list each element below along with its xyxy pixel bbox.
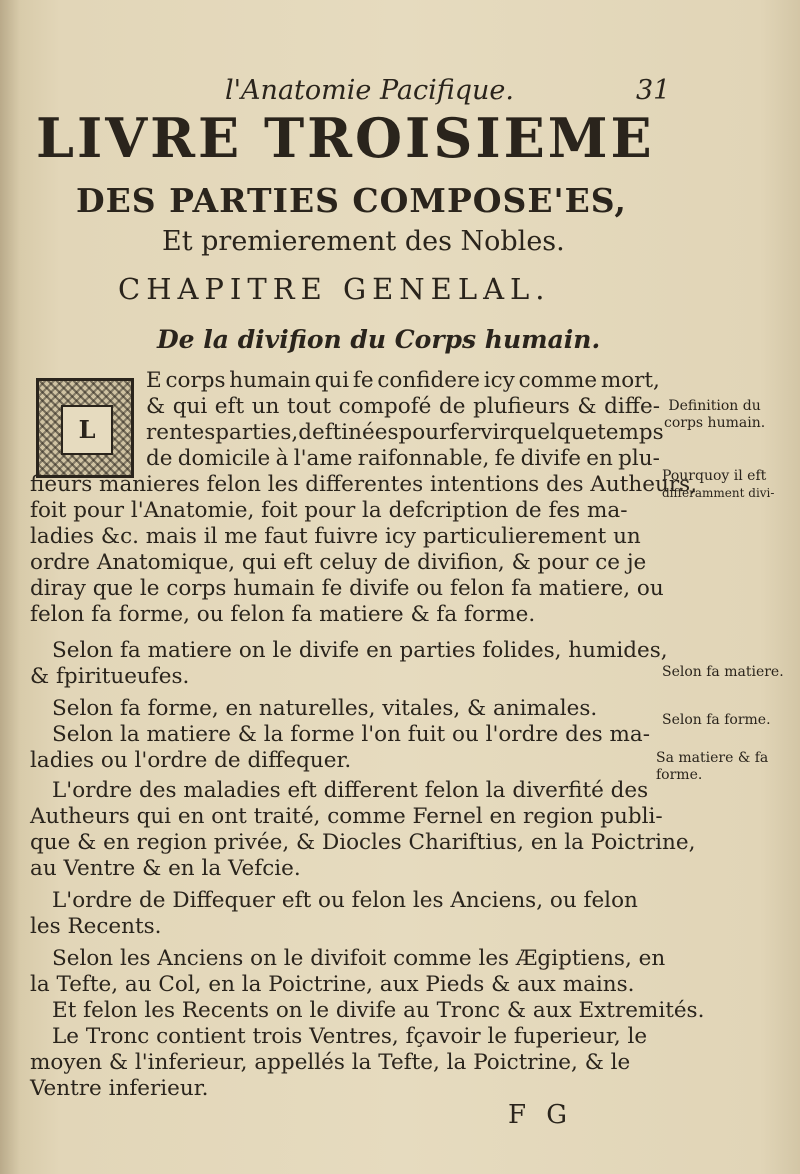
text-line: & qui eft un tout compofé de plufieurs & diffe- (146, 394, 660, 419)
running-title: l'Anatomie Pacifique. (225, 75, 514, 106)
text-line: & fpiritueufes. (30, 664, 190, 689)
margin-note: Pourquoy il eft differamment divi- (662, 468, 775, 500)
text-line: foit pour l'Anatomie, foit pour la defcription de fes ma- (30, 498, 628, 523)
chapter-title: CHAPITRE GENELAL. (118, 272, 551, 306)
text-line: Selon les Anciens on le divifoit comme les Ægiptiens, en (52, 946, 666, 971)
text-line: fieurs manieres felon les differentes intentions des Autheurs, (30, 472, 697, 497)
text-line: ladies &c. mais il me faut fuivre icy particulierement un (30, 524, 641, 549)
ornamental-dropcap (36, 378, 134, 478)
text-line: ladies ou l'ordre de diffequer. (30, 748, 352, 773)
text-line: E corps humain qui fe confidere icy comme mort, (146, 368, 660, 393)
text-line: Selon fa matiere on le divife en parties folides, humides, (52, 638, 668, 663)
text-line: de domicile à l'ame raifonnable, fe divife en plu- (146, 446, 660, 471)
book-title: LIVRE TROISIEME (36, 106, 655, 170)
page-number: 31 (636, 75, 671, 106)
part-title: DES PARTIES COMPOSE'ES, (76, 181, 627, 220)
text-line: Selon fa forme, en naturelles, vitales, & animales. (52, 696, 598, 721)
margin-note: Sa matiere & fa forme. (656, 750, 769, 783)
text-line: L'ordre des maladies eft different felon la diverfité des (52, 778, 649, 803)
text-line: la Tefte, au Col, en la Poictrine, aux Pieds & aux mains. (30, 972, 635, 997)
text-line: moyen & l'inferieur, appellés la Tefte, la Poictrine, & le (30, 1050, 631, 1075)
text-line: les Recents. (30, 914, 162, 939)
text-line: rentes parties, deftinées pour fervir quelque temps (146, 420, 664, 445)
text-line: Autheurs qui en ont traité, comme Fernel en region publi- (30, 804, 663, 829)
dropcap-letter: L (61, 405, 113, 455)
text-line: que & en region privée, & Diocles Chariftius, en la Poictrine, (30, 830, 696, 855)
margin-note: Selon fa matiere. (662, 664, 784, 680)
text-line: ordre Anatomique, qui eft celuy de divifion, & pour ce je (30, 550, 647, 575)
text-line: Selon la matiere & la forme l'on fuit ou l'ordre des ma- (52, 722, 651, 747)
text-line: Ventre inferieur. (30, 1076, 209, 1101)
subtitle: Et premierement des Nobles. (162, 226, 565, 257)
margin-note: Definition du corps humain. (664, 398, 766, 431)
text-line: L'ordre de Diffequer eft ou felon les Anciens, ou felon (52, 888, 638, 913)
catchword: F G (508, 1100, 574, 1130)
text-line: diray que le corps humain fe divife ou felon fa matiere, ou (30, 576, 664, 601)
text-line: Et felon les Recents on le divife au Tronc & aux Extremités. (52, 998, 705, 1023)
section-title: De la divifion du Corps humain. (157, 325, 601, 354)
text-line: Le Tronc contient trois Ventres, fçavoir le fuperieur, le (52, 1024, 648, 1049)
margin-note: Selon fa forme. (662, 712, 771, 728)
text-line: felon fa forme, ou felon fa matiere & fa forme. (30, 602, 536, 627)
text-line: au Ventre & en la Vefcie. (30, 856, 301, 881)
